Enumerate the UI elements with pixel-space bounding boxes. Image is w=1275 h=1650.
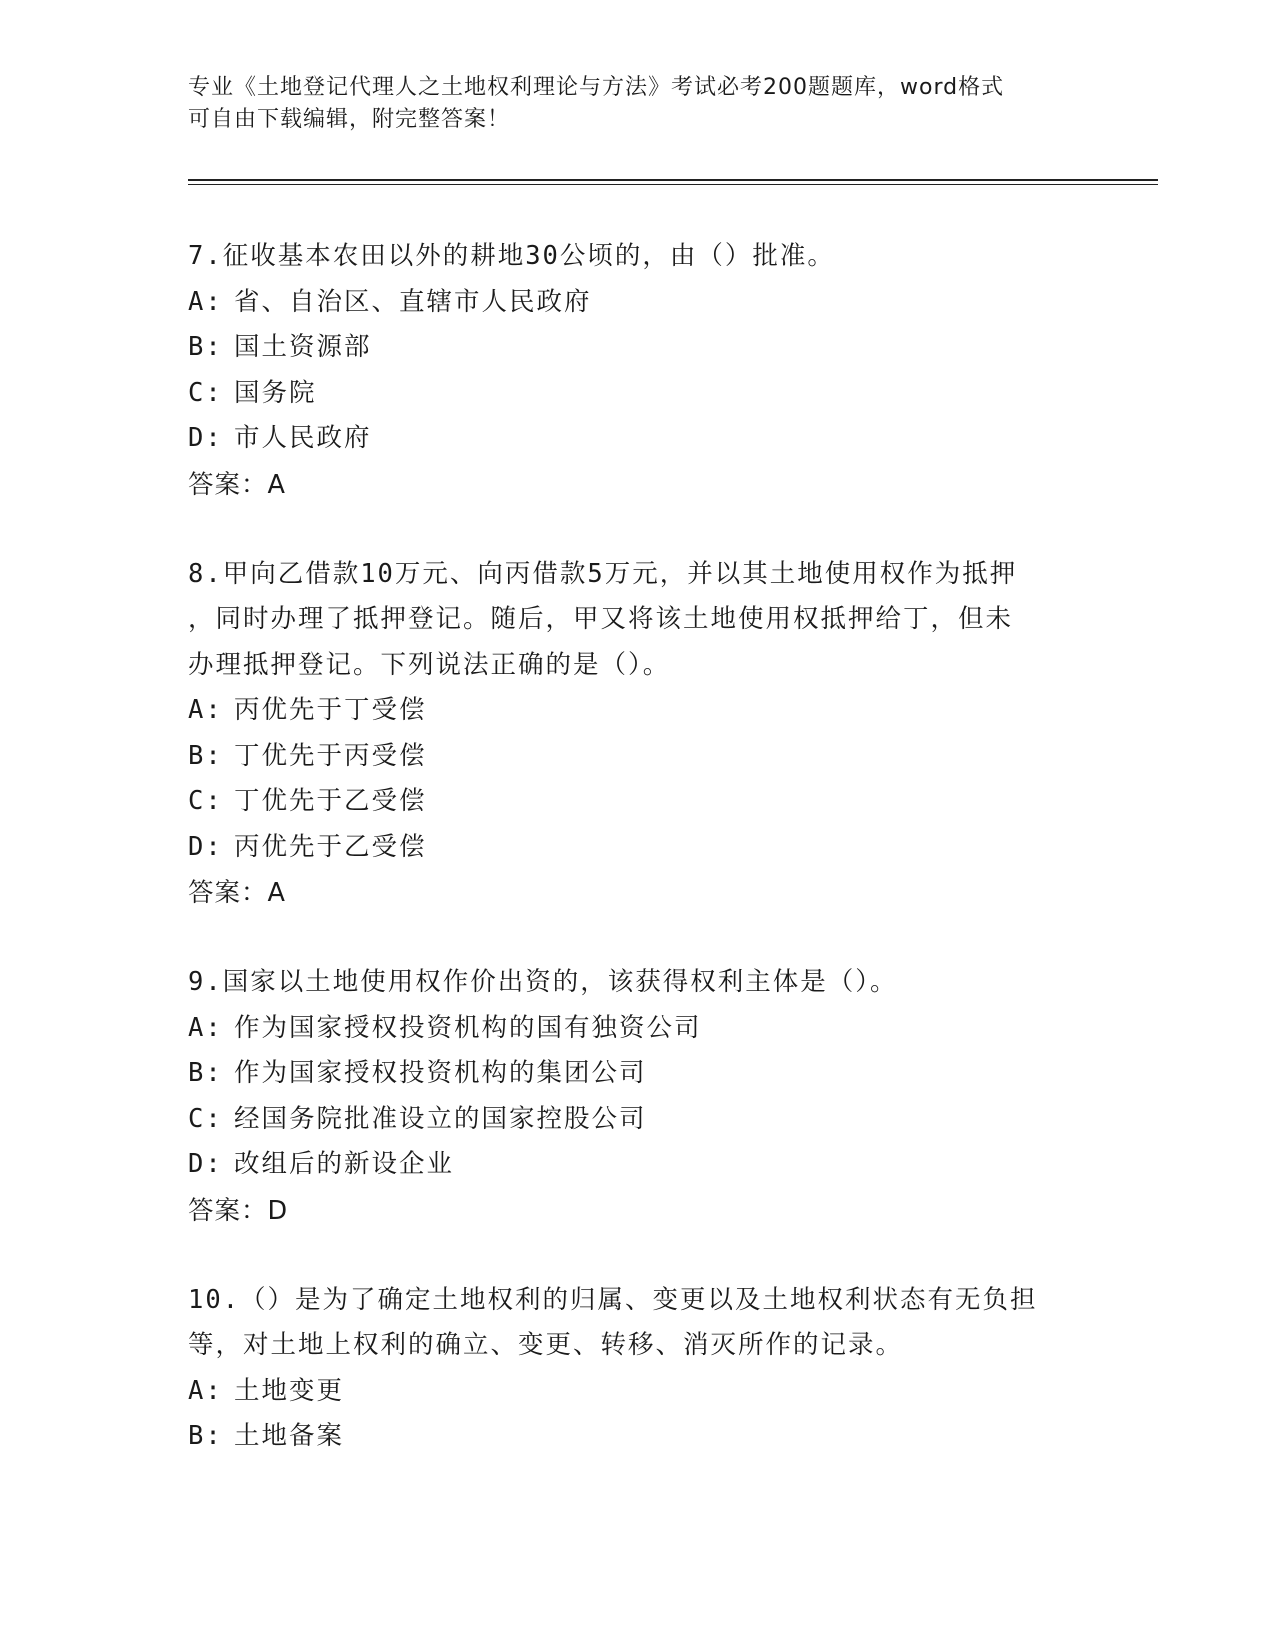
option-text: 国土资源部 (234, 332, 372, 362)
option-row (188, 1097, 1088, 1143)
answer-line: 答案：A (188, 878, 286, 908)
question-block (188, 234, 1088, 508)
question-stem-line: 等，对土地上权利的确立、变更、转移、消灭所作的记录。 (188, 1330, 904, 1360)
option-row (188, 688, 1088, 734)
question-stem-line: 办理抵押登记。下列说法正确的是（）。 (188, 649, 671, 680)
option-text: 土地备案 (234, 1421, 345, 1451)
option-letter: C: (188, 377, 223, 408)
option-row (188, 416, 1088, 462)
option-letter: B: (188, 740, 223, 771)
option-row (188, 1414, 1088, 1460)
option-row (188, 1369, 1088, 1415)
option-text: 丁优先于乙受偿 (234, 786, 427, 816)
question-stem-line: 8.甲向乙借款10万元、向丙借款5万元，并以其土地使用权作为抵押 (188, 558, 1018, 589)
option-row (188, 825, 1088, 871)
option-letter: A: (188, 1012, 223, 1043)
question-stem-line: 9.国家以土地使用权作价出资的，该获得权利主体是（）。 (188, 967, 898, 997)
question-block (188, 552, 1088, 917)
option-row (188, 325, 1088, 371)
option-text: 丙优先于丁受偿 (234, 695, 427, 725)
option-letter: D: (188, 831, 223, 862)
option-letter: A: (188, 286, 223, 317)
question-list (188, 234, 1088, 1504)
question-stem-line: 10.（）是为了确定土地权利的归属、变更以及土地权利状态有无负担 (188, 1284, 1038, 1315)
option-letter: A: (188, 1375, 223, 1406)
option-row (188, 734, 1088, 780)
option-text: 市人民政府 (234, 423, 372, 453)
option-text: 国务院 (234, 377, 317, 408)
option-text: 土地变更 (234, 1375, 345, 1406)
option-text: 经国务院批准设立的国家控股公司 (234, 1103, 647, 1134)
option-letter: D: (188, 1149, 223, 1179)
question-block (188, 960, 1088, 1234)
question-block (188, 1278, 1088, 1460)
option-text: 丙优先于乙受偿 (234, 831, 427, 862)
header-divider (188, 179, 1158, 185)
option-text: 改组后的新设企业 (234, 1149, 455, 1179)
option-row (188, 779, 1088, 825)
option-letter: B: (188, 1058, 223, 1088)
option-letter: A: (188, 695, 223, 725)
answer-line: 答案：D (188, 1195, 289, 1226)
document-header (188, 72, 1088, 136)
option-letter: C: (188, 1103, 223, 1134)
option-row (188, 1142, 1088, 1188)
option-row (188, 1006, 1088, 1052)
header-line-1: 专业《土地登记代理人之土地权利理论与方法》考试必考200题题库，word格式 (188, 75, 1005, 100)
option-text: 省、自治区、直辖市人民政府 (234, 286, 592, 317)
option-letter: B: (188, 1421, 223, 1451)
option-text: 作为国家授权投资机构的集团公司 (234, 1058, 647, 1088)
question-stem-line: 7.征收基本农田以外的耕地30公顷的，由（）批准。 (188, 241, 835, 271)
option-row (188, 1051, 1088, 1097)
option-text: 作为国家授权投资机构的国有独资公司 (234, 1012, 702, 1043)
option-letter: D: (188, 423, 223, 453)
option-letter: B: (188, 332, 223, 362)
option-text: 丁优先于丙受偿 (234, 740, 427, 771)
option-row (188, 280, 1088, 326)
option-row (188, 371, 1088, 417)
header-line-2: 可自由下载编辑，附完整答案！ (188, 107, 511, 132)
question-stem-line: ，同时办理了抵押登记。随后，甲又将该土地使用权抵押给丁，但未 (188, 604, 1014, 634)
answer-line: 答案：A (188, 469, 286, 500)
option-letter: C: (188, 786, 223, 816)
